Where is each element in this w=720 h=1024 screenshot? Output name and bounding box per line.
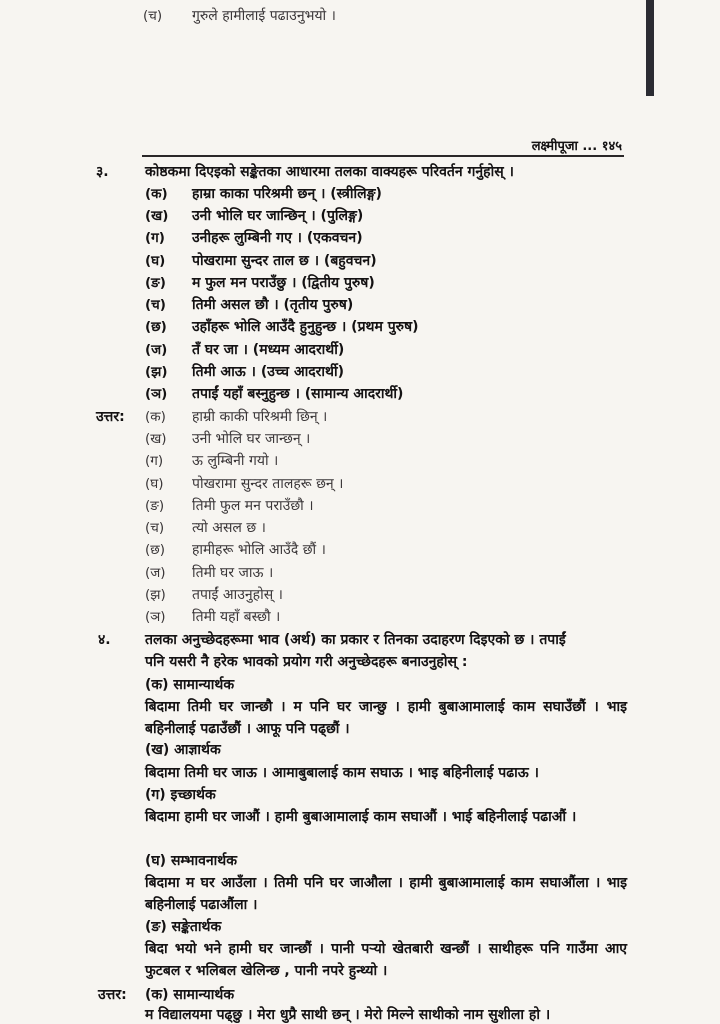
a3-item-text: तपाईं आउनुहोस् । [192,587,283,603]
a3-item-label: (घ) [145,476,164,492]
a3-item-label: (क) [145,409,166,425]
q3-item-text: उनी भोलि घर जान्छिन् । (पुलिङ्ग) [192,208,364,224]
q3-item-label: (क) [145,186,168,202]
q3-item-text: तिमी आऊ । (उच्च आदरार्थी) [192,364,345,380]
answers-4-heading: उत्तर: [98,987,127,1003]
a3-item-label: (ज) [145,565,166,581]
a3-item-label: (ङ) [145,498,165,514]
section-title: (ख) आज्ञार्थक [145,742,221,758]
q3-item-text: म फुल मन पराउँछु । (द्वितीय पुरुष) [192,275,375,291]
a3-item-text: उनी भोलि घर जान्छन् । [192,431,311,447]
section-title: (ङ) सङ्केतार्थक [145,919,222,935]
a3-item-text: पोखरामा सुन्दर तालहरू छन् । [192,476,344,492]
a3-item-text: हाम्री काकी परिश्रमी छिन् । [192,409,328,425]
q3-item-label: (ज) [145,342,168,358]
section-title: (क) सामान्यार्थक [145,677,235,693]
q3-item-label: (ङ) [145,275,166,291]
q3-item-text: तँ घर जा । (मध्यम आदरार्थी) [192,342,345,358]
q3-item-label: (च) [145,297,166,313]
q3-item-label: (ख) [145,208,169,224]
question-3-number: ३. [96,164,109,180]
answers-4-first-line: म विद्यालयमा पढ्छु । मेरा धुप्रै साथी छन् । मेरो मिल्ने साथीको नाम सुशीला हो । [145,1007,551,1023]
section-paragraph: बिदामा म घर आउँला । तिमी पनि घर जाऔला । हामी बुबाआमालाई काम सघाऔंला । भाइ बहिनीलाई पढाऔंला । [145,875,627,913]
a3-item-label: (च) [145,520,165,536]
section-paragraph: बिदामा तिमी घर जाऊ । आमाबुबालाई काम सघाऊ । भाइ बहिनीलाई पढाऊ । [145,765,539,781]
q3-item-text: उहाँहरू भोलि आउँदै हुनुहुन्छ । (प्रथम पुरुष) [192,319,419,335]
q3-item-text: तिमी असल छौ । (तृतीय पुरुष) [192,297,354,313]
q3-item-text: तपाईं यहाँ बस्नुहुन्छ । (सामान्य आदरार्थी) [192,386,404,402]
a3-item-text: तिमी फुल मन पराउँछौ । [192,498,314,514]
section-title: (घ) सम्भावनार्थक [145,853,237,869]
a3-item-label: (ञ) [145,609,166,625]
a3-item-label: (छ) [145,542,165,558]
a3-item-text: हामीहरू भोलि आउँदै छौं । [192,542,326,558]
section-paragraph: बिदामा हामी घर जाऔं । हामी बुबाआमालाई काम सघाऔं । भाई बहिनीलाई पढाऔं । [145,809,577,825]
top-item-label: (च) [143,8,163,24]
q3-item-label: (झ) [145,364,168,380]
q3-item-label: (छ) [145,319,167,335]
a3-item-text: त्यो असल छ । [192,520,266,536]
section-paragraph: बिदामा तिमी घर जान्छौ । म पनि घर जान्छु । हामी बुबाआमालाई काम सघाउँछौं । भाइ बहिनीलाई पढाउँछौं । आफू पनि पढ्छौं । [145,699,627,737]
a3-item-label: (ख) [145,431,167,447]
question-4-instruction-line-2: पनि यसरी नै हरेक भावको प्रयोग गरी अनुच्छेदहरू बनाउनुहोस् : [145,654,468,670]
a3-item-text: तिमी यहाँ बस्छौ । [192,609,281,625]
answers-3-heading: उत्तर: [96,409,125,425]
header-rule [142,155,624,157]
top-item-text: गुरुले हामीलाई पढाउनुभयो । [192,8,336,24]
q3-item-text: पोखरामा सुन्दर ताल छ । (बहुवचन) [192,253,377,269]
a3-item-label: (झ) [145,587,166,603]
q3-item-label: (ञ) [145,386,168,402]
a3-item-label: (ग) [145,453,164,469]
previous-page-edge [646,0,654,96]
answers-4-first-title: (क) सामान्यार्थक [145,987,235,1003]
question-4-instruction-line-1: तलका अनुच्छेदहरूमा भाव (अर्थ) का प्रकार र तिनका उदाहरण दिइएको छ । तपाईं [145,632,566,648]
q3-item-text: उनीहरू लुम्बिनी गए । (एकवचन) [192,230,363,246]
a3-item-text: तिमी घर जाऊ । [192,565,274,581]
section-paragraph: बिदा भयो भने हामी घर जान्छौं । पानी पऱ्यो खेतबारी खन्छौं । साथीहरू पनि गाउँमा आए फुटबल र भलिबल खेलिन्छ , पानी नपरे हुन्थ्यो । [145,941,627,979]
question-4-number: ४. [98,632,111,648]
a3-item-text: ऊ लुम्बिनी गयो । [192,453,279,469]
q3-item-label: (ग) [145,230,165,246]
section-title: (ग) इच्छार्थक [145,787,216,803]
q3-item-label: (घ) [145,253,166,269]
q3-item-text: हाम्रा काका परिश्रमी छन् । (स्त्रीलिङ्ग) [192,186,382,202]
running-title: लक्ष्मीपूजा ... १४५ [531,139,622,154]
question-3-instruction: कोष्ठकमा दिएइको सङ्केतका आधारमा तलका वाक्यहरू परिवर्तन गर्नुहोस् । [145,164,514,180]
